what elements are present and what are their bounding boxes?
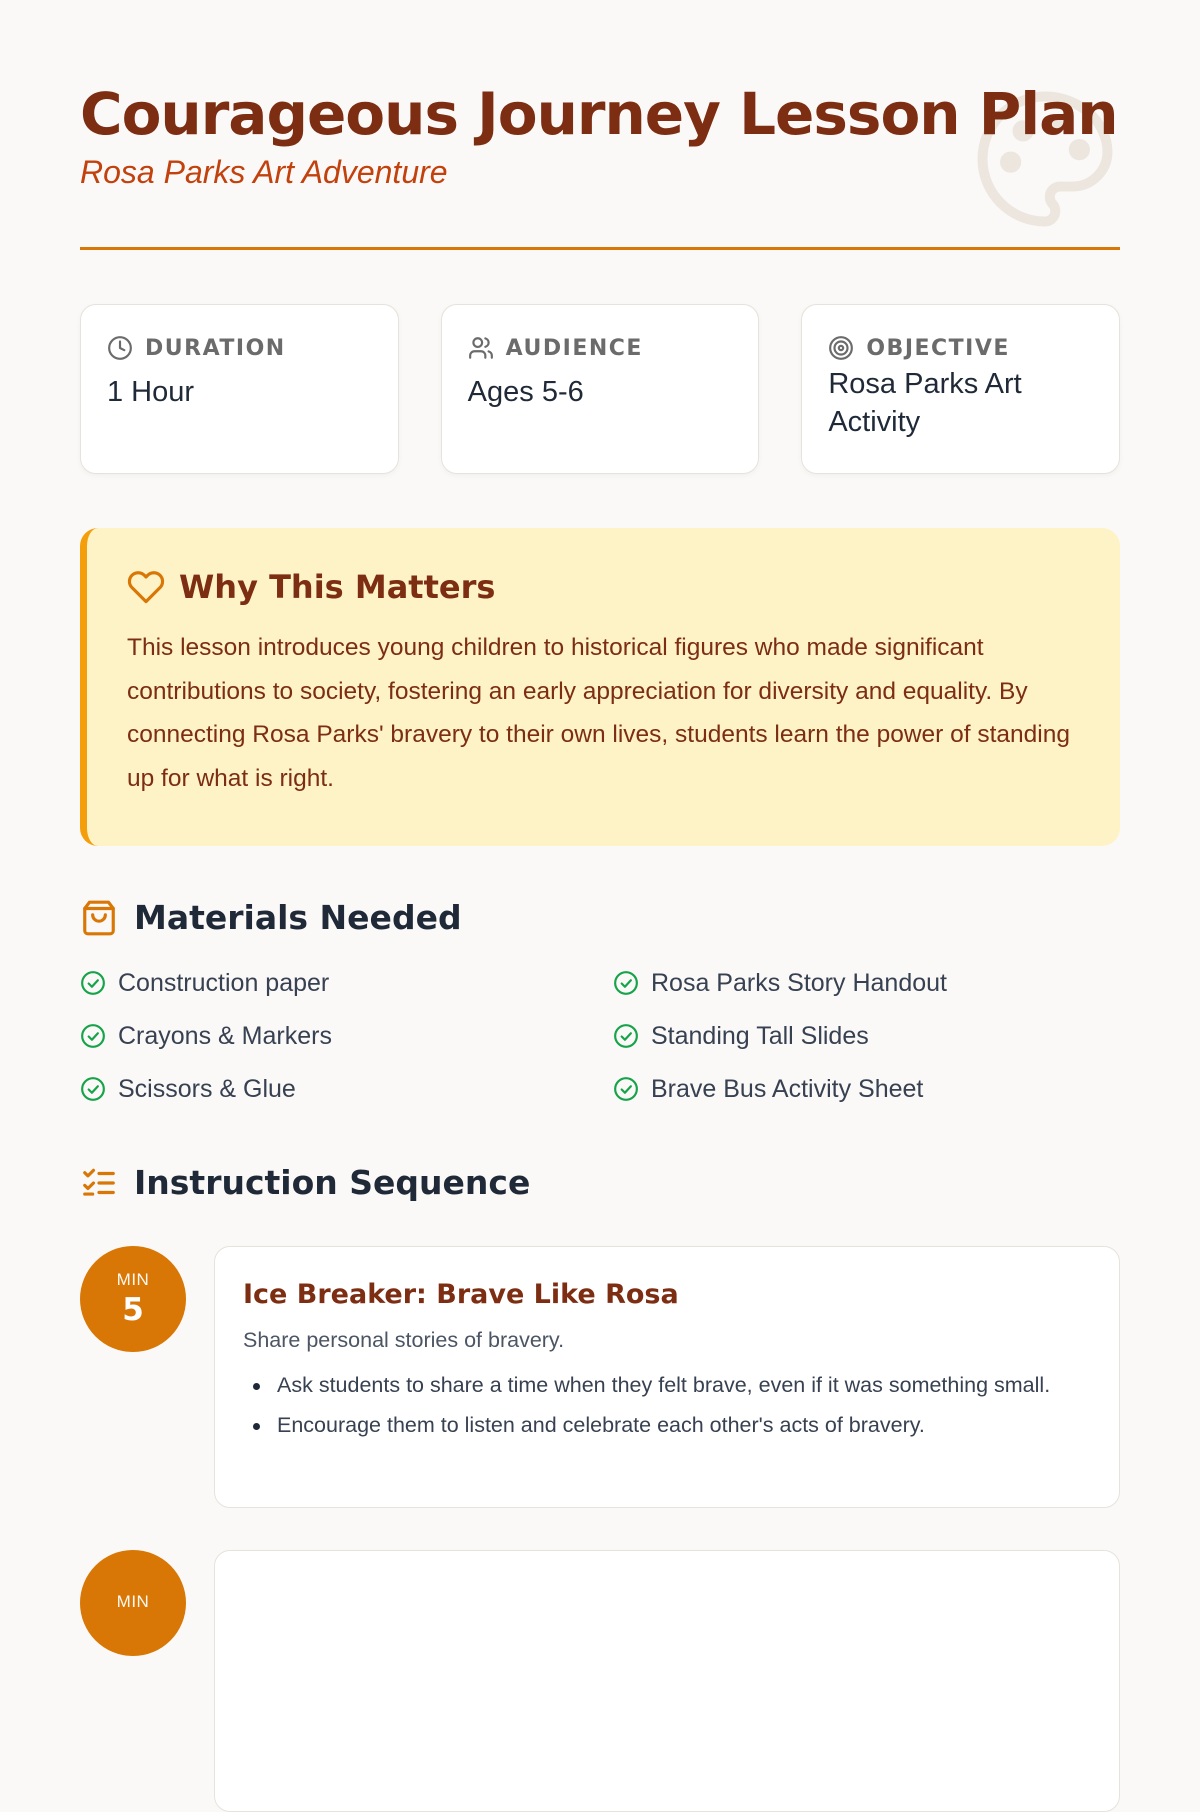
- heart-icon: [127, 568, 165, 606]
- duration-value: 1 Hour: [107, 376, 195, 408]
- material-label: Brave Bus Activity Sheet: [651, 1074, 924, 1103]
- instruction-step: [80, 1550, 1120, 1812]
- step-bullets: [243, 1369, 1091, 1442]
- material-label: Construction paper: [118, 968, 330, 997]
- material-label: Crayons & Markers: [118, 1021, 332, 1050]
- check-circle-icon: [613, 1023, 639, 1049]
- clock-icon: [107, 335, 133, 361]
- check-circle-icon: [613, 1076, 639, 1102]
- minutes-badge: [80, 1246, 186, 1352]
- objective-label-row: [828, 335, 1093, 361]
- instructions-heading: Instruction Sequence: [134, 1163, 531, 1202]
- check-circle-icon: [613, 970, 639, 996]
- material-item: [613, 1073, 1120, 1105]
- step-card: [214, 1550, 1120, 1812]
- material-label: Standing Tall Slides: [651, 1021, 869, 1050]
- step-card: [214, 1246, 1120, 1508]
- why-this-matters-callout: [80, 528, 1120, 846]
- material-label: Rosa Parks Story Handout: [651, 968, 947, 997]
- why-heading-row: [127, 568, 1076, 606]
- duration-label: DURATION: [145, 335, 286, 361]
- page-subtitle: Rosa Parks Art Adventure: [80, 154, 448, 190]
- page-header: [80, 0, 1120, 250]
- list-checks-icon: [80, 1164, 118, 1202]
- instruction-step: [80, 1246, 1120, 1508]
- check-circle-icon: [80, 1076, 106, 1102]
- shopping-bag-icon: [80, 899, 118, 937]
- instructions-heading-row: [80, 1163, 1120, 1202]
- audience-value: Ages 5-6: [467, 376, 584, 408]
- step-title: Ice Breaker: Brave Like Rosa: [243, 1279, 679, 1310]
- info-cards: [80, 304, 1120, 474]
- audience-label-row: [468, 335, 733, 361]
- materials-heading: Materials Needed: [134, 898, 462, 937]
- step-bullet: Ask students to share a time when they felt brave, even if it was something small.: [243, 1369, 1091, 1402]
- materials-list: [80, 967, 1120, 1105]
- material-label: Scissors & Glue: [118, 1074, 296, 1103]
- objective-label: OBJECTIVE: [866, 335, 1010, 361]
- duration-card: [80, 304, 399, 474]
- material-item: [80, 1073, 613, 1105]
- material-item: [80, 967, 613, 999]
- minutes-badge: [80, 1550, 186, 1656]
- page-title: Courageous Journey Lesson Plan: [80, 80, 1118, 148]
- material-item: [613, 967, 1120, 999]
- audience-label: AUDIENCE: [505, 335, 643, 361]
- material-item: [613, 1020, 1120, 1052]
- why-text: This lesson introduces young children to historical figures who made significant contributions to society, fostering an early appreciation for diversity and equality. By connecting Rosa Parks' bravery to their own lives, students learn the power of standing up for what is right.: [127, 634, 1070, 792]
- users-icon: [468, 335, 494, 361]
- minutes-badge-label: MIN: [116, 1592, 150, 1611]
- duration-label-row: [107, 335, 372, 361]
- minutes-badge-value: 5: [122, 1292, 144, 1328]
- material-item: [80, 1020, 613, 1052]
- minutes-badge-label: MIN: [116, 1270, 150, 1289]
- check-circle-icon: [80, 1023, 106, 1049]
- target-icon: [828, 335, 854, 361]
- audience-card: [441, 304, 760, 474]
- objective-value: Rosa Parks Art Activity: [828, 368, 1022, 438]
- objective-card: [801, 304, 1120, 474]
- step-bullet: Encourage them to listen and celebrate each other's acts of bravery.: [243, 1409, 1091, 1442]
- why-heading: Why This Matters: [179, 568, 496, 606]
- check-circle-icon: [80, 970, 106, 996]
- materials-heading-row: [80, 898, 1120, 937]
- step-description: Share personal stories of bravery.: [243, 1328, 565, 1352]
